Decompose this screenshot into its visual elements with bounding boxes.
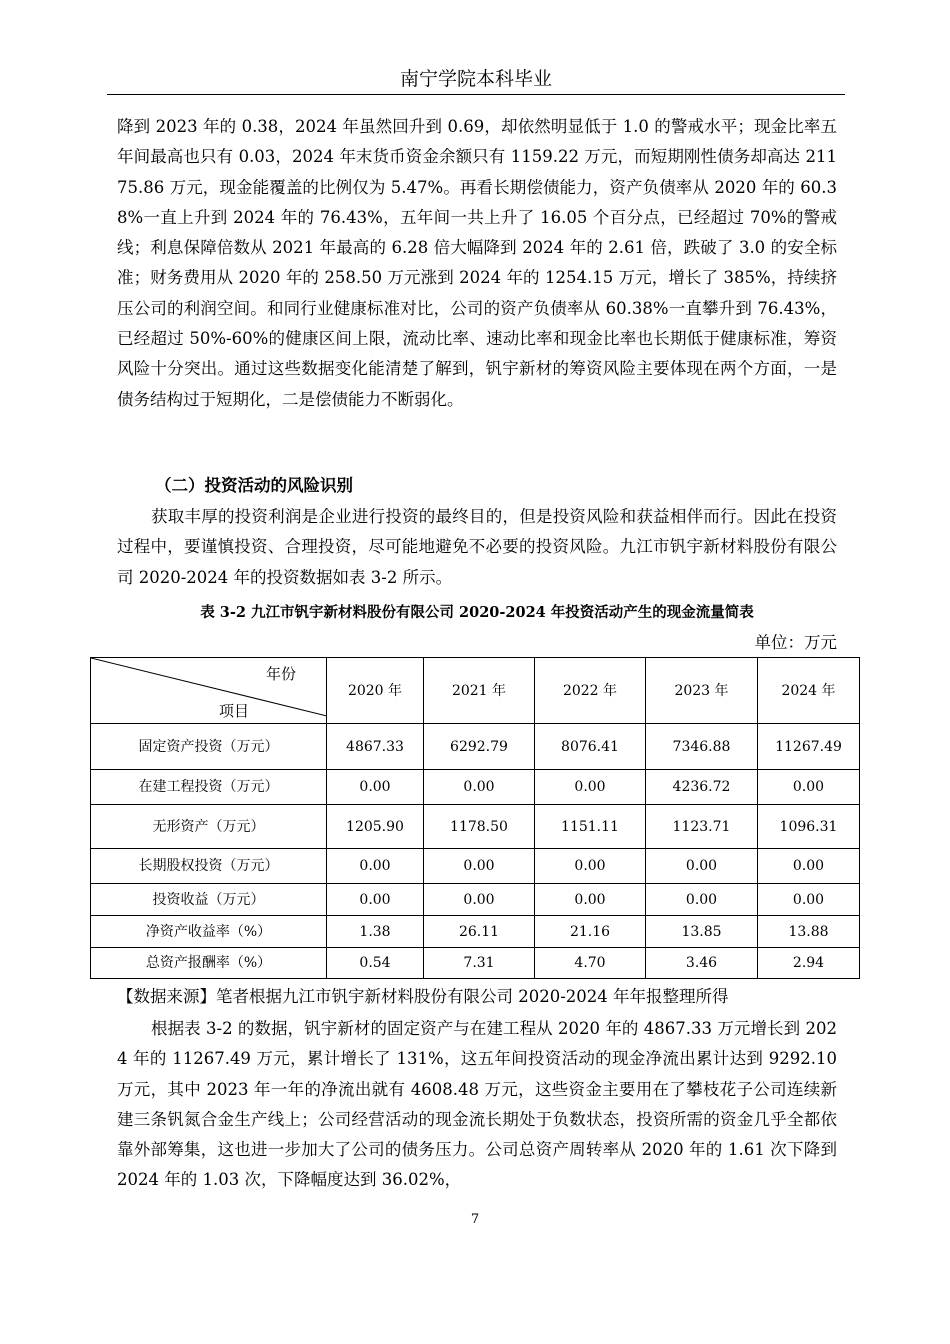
table-cell: 0.00 [758, 884, 860, 916]
table-cell: 4867.33 [327, 724, 424, 770]
year-header: 2024 年 [758, 658, 860, 724]
row-label: 固定资产投资（万元） [91, 724, 327, 770]
table-cell: 0.00 [646, 884, 758, 916]
table-cell: 21.16 [535, 916, 646, 948]
header-divider [107, 94, 845, 95]
row-label: 投资收益（万元） [91, 884, 327, 916]
table-cell: 0.00 [535, 849, 646, 884]
table-row [91, 948, 860, 979]
body-paragraph-1: 降到 2023 年的 0.38，2024 年虽然回升到 0.69，却依然明显低于 1.0 的警戒水平；现金比率五年间最高也只有 0.03，2024 年末货币资金余额只有 1159.22 万元，而短期刚性债务却高达 21175.86 万元，现金能覆盖的比例仅为 5.47%。再看长期偿债能力，资产负债率从 2020 年的 60.38%一直上升到 2024 年的 76.43%，五年间一共上升了 16.05 个百分点，已经超过 70%的警戒线；利息保障倍数从 2021 年最高的 6.28 倍大幅降到 2024 年的 2.61 倍，跌破了 3.0 的安全标准；财务费用从 2020 年的 258.50 万元涨到 2024 年的 1254.15 万元，增长了 385%，持续挤压公司的利润空间。和同行业健康标准对比，公司的资产负债率从 60.38%一直攀升到 76.43%，已经超过 50%-60%的健康区间上限，流动比率、速动比率和现金比率也长期低于健康标准，筹资风险十分突出。通过这些数据变化能清楚了解到，钒宇新材的筹资风险主要体现在两个方面，一是债务结构过于短期化，二是偿债能力不断弱化。 [117, 117, 837, 409]
table-cell: 1178.50 [424, 805, 535, 849]
row-label: 在建工程投资（万元） [91, 770, 327, 805]
table-cell: 13.88 [758, 916, 860, 948]
body-paragraph-3: 根据表 3-2 的数据，钒宇新材的固定资产与在建工程从 2020 年的 4867.33 万元增长到 2024 年的 11267.49 万元，累计增长了 131%，这五年间投资活动的现金净流出累计达到 9292.10 万元，其中 2023 年一年的净流出就有 4608.48 万元，这些资金主要用在了攀枝花子公司连续新建三条钒氮合金生产线上；公司经营活动的现金流长期处于负数状态，投资所需的资金几乎全都依靠外部筹集，这也进一步加大了公司的债务压力。公司总资产周转率从 2020 年的 1.61 次下降到 2024 年的 1.03 次，下降幅度达到 36.02%， [117, 1019, 837, 1190]
table-row [91, 805, 860, 849]
table-cell: 1205.90 [327, 805, 424, 849]
table-cell: 0.00 [535, 884, 646, 916]
table-cell: 0.00 [646, 849, 758, 884]
table-caption: 表 3-2 九江市钒宇新材料股份有限公司 2020-2024 年投资活动产生的现金流量简表 [200, 604, 754, 621]
header-year-label: 年份 [265, 665, 296, 683]
table-cell: 0.00 [424, 849, 535, 884]
table-cell: 0.00 [424, 770, 535, 805]
year-header: 2021 年 [424, 658, 535, 724]
table-row [91, 770, 860, 805]
table-cell: 1.38 [327, 916, 424, 948]
table-cell: 0.00 [327, 884, 424, 916]
table-cell: 0.00 [327, 770, 424, 805]
table-cell: 0.00 [758, 849, 860, 884]
table-cell: 26.11 [424, 916, 535, 948]
body-paragraph-2: 获取丰厚的投资利润是企业进行投资的最终目的，但是投资风险和获益相伴而行。因此在投资过程中，要谨慎投资、合理投资，尽可能地避免不必要的投资风险。九江市钒宇新材料股份有限公司 2020-2024 年的投资数据如表 3-2 所示。 [117, 507, 837, 587]
table-row [91, 884, 860, 916]
table-row [91, 724, 860, 770]
page-number: 7 [470, 1212, 480, 1227]
table-row [91, 849, 860, 884]
table-cell: 0.00 [535, 770, 646, 805]
year-header: 2022 年 [535, 658, 646, 724]
year-header: 2020 年 [327, 658, 424, 724]
table-cell: 8076.41 [535, 724, 646, 770]
table-header-row [91, 658, 860, 724]
year-header: 2023 年 [646, 658, 758, 724]
data-source-note: 【数据来源】笔者根据九江市钒宇新材料股份有限公司 2020-2024 年年报整理所得 [117, 987, 729, 1006]
table-cell: 7346.88 [646, 724, 758, 770]
table-cell: 0.00 [327, 849, 424, 884]
table-cell: 11267.49 [758, 724, 860, 770]
table-cell: 6292.79 [424, 724, 535, 770]
table-cell: 1096.31 [758, 805, 860, 849]
table-cell: 0.54 [327, 948, 424, 979]
table-cell: 2.94 [758, 948, 860, 979]
table-cell: 7.31 [424, 948, 535, 979]
table-cell: 0.00 [758, 770, 860, 805]
table-cell: 0.00 [424, 884, 535, 916]
table-row [91, 916, 860, 948]
row-label: 总资产报酬率（%） [91, 948, 327, 979]
table-cell: 13.85 [646, 916, 758, 948]
header-item-label: 项目 [219, 702, 250, 720]
row-label: 净资产收益率（%） [91, 916, 327, 948]
table-cell: 4.70 [535, 948, 646, 979]
table-cell: 4236.72 [646, 770, 758, 805]
table-cell: 1151.11 [535, 805, 646, 849]
page-header: 南宁学院本科毕业 [399, 68, 552, 90]
investment-cashflow-table [90, 657, 860, 979]
table-cell: 3.46 [646, 948, 758, 979]
row-label: 无形资产（万元） [91, 805, 327, 849]
diagonal-header-cell [91, 658, 327, 724]
table-unit: 单位：万元 [754, 633, 837, 652]
row-label: 长期股权投资（万元） [91, 849, 327, 884]
section-heading: （二）投资活动的风险识别 [155, 476, 353, 495]
table-cell: 1123.71 [646, 805, 758, 849]
